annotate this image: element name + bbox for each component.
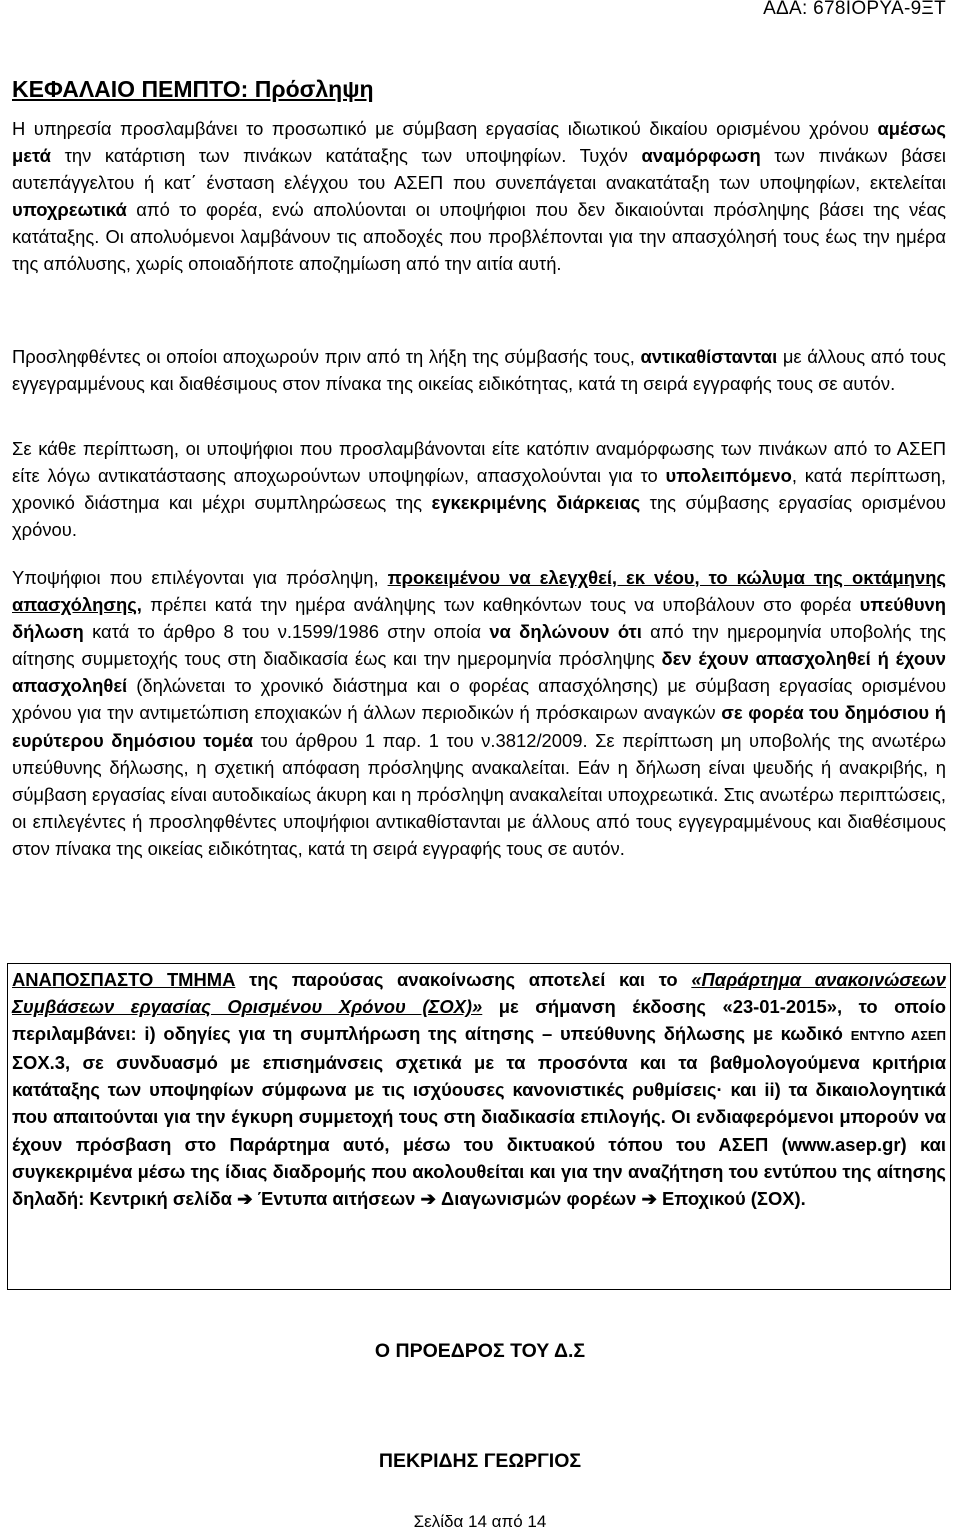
box-text-6: Εποχικού (ΣΟΧ). <box>662 1187 806 1209</box>
arrow-right-icon: ➔ <box>420 1187 436 1209</box>
p2-text-2: με άλλους από τους εγγεγραμμένους και διαθέσιμους στον πίνακα της οικείας ειδικότητας, κατά τη σειρά εγγραφής τους σε αυτόν. <box>12 346 947 395</box>
p4-text-3: κατά το άρθρο 8 του ν.1599/1986 στην οποία <box>83 621 490 643</box>
arrow-right-icon: ➔ <box>237 1187 253 1209</box>
box-form-code: ΕΝΤΥΠΟ ΑΣΕΠ <box>850 1028 946 1044</box>
arrow-right-icon: ➔ <box>641 1187 657 1209</box>
p1-text-3: των πινάκων βάσει αυτεπάγγελτου ή κατ΄ ένσταση ελέγχου του ΑΣΕΠ που συνεπάγεται ανακατάταξη των υποψηφίων, εκτελείται <box>12 145 946 194</box>
p4-text-5: (δηλώνεται το χρονικό διάστημα και ο φορέας απασχόλησης) με σύμβαση εργασίας ορισμένου χρόνου για την αντιμετώπιση εποχιακών ή άλλων περιοδικών ή πρόσκαιρων αναγκών <box>12 675 946 724</box>
box-text-5: Διαγωνισμών φορέων <box>441 1187 637 1209</box>
detachable-section-text <box>12 966 946 1212</box>
p1-bold-3: υποχρεωτικά <box>12 199 127 221</box>
p1-bold-2: αναμόρφωση <box>641 145 761 167</box>
box-text-3: ΣΟΧ.3, σε συνδυασμό με επισημάνσεις σχετικά με τα προσόντα και τα βαθμολογούμενα κριτήρια κατάταξης των υποψηφίων σύμφωνα με τις ισχύουσες κανονιστικές ρυθμίσεις· και ii) τα δικαιολογητικά που απαιτούνται για την έγκυρη συμμετοχή τους στη διαδικασία επιλογής. Οι ενδιαφερόμενοι μπορούν να έχουν πρόσβαση στο Παράρτημα αυτό, μέσω του δικτυακού τόπου του ΑΣΕΠ (www.asep.gr) και συγκεκριμένα μέσω της ίδιας διαδρομής που ακολουθείται και για την αναζήτηση του εντύπου της αίτησης δηλαδή: Κεντρική σελίδα <box>12 1052 946 1209</box>
paragraph-replacement <box>12 343 946 397</box>
p1-text-4: από το φορέα, ενώ απολύονται οι υποψήφιοι που δεν δικαιούνται πρόσληψης βάσει της νέας κατάταξης. Οι απολυόμενοι λαμβάνουν τις αποδοχές που προβλέπονται για την απασχόλησή τους έως την ημέρα της απόλυσης, χωρίς οποιαδήποτε αποζημίωση από την αιτία αυτή. <box>12 199 946 275</box>
p4-bold-4: σε φορέα του δημόσιου ή ευρύτερου δημόσιου τομέα <box>12 702 946 751</box>
p4-text-1: Υποψήφιοι που επιλέγονται για πρόσληψη, <box>12 567 388 588</box>
p4-text-6: του άρθρου 1 παρ. 1 του ν.3812/2009. Σε περίπτωση μη υποβολής της ανωτέρω υπεύθυνης δήλωσης, η σχετική απόφαση πρόσληψης ανακαλείται. Εάν η δήλωση είναι ψευδής ή ανακριβής, η σύμβαση εργασίας είναι αυτοδικαίως άκυρη και η πρόσληψη ανακαλείται υποχρεωτικά. Στις ανωτέρω περιπτώσεις, οι επιλεγέντες ή προσληφθέντες υποψήφιοι αντικαθίστανται με άλλους από τους εγγεγραμμένους και διαθέσιμους στον πίνακα της οικείας ειδικότητας, κατά τη σειρά εγγραφής τους σε αυτόν. <box>12 729 946 859</box>
p4-bold-1: υπεύθυνη δήλωση <box>12 594 946 643</box>
box-underline-heading: ΑΝΑΠΟΣΠΑΣΤΟ ΤΜΗΜΑ <box>12 969 236 990</box>
page-number: Σελίδα 14 από 14 <box>413 1512 547 1531</box>
p4-bold-underline-1: προκειμένου να ελεγχθεί, εκ νέου, το κώλυμα της οκτάμηνης απασχόλησης, <box>12 567 946 616</box>
p1-bold-1: αμέσως μετά <box>12 118 946 167</box>
chapter-title: ΚΕΦΑΛΑΙΟ ΠΕΜΠΤΟ: Πρόσληψη <box>12 76 374 102</box>
p3-bold-2: εγκεκριμένης διάρκειας <box>431 492 641 514</box>
box-annex-title: «Παράρτημα ανακοινώσεων Συμβάσεων εργασίας Ορισμένου Χρόνου (ΣΟΧ)» <box>12 969 946 1018</box>
p2-text-1: Προσληφθέντες οι οποίοι αποχωρούν πριν από τη λήξη της σύμβασής τους, <box>12 346 641 367</box>
paragraph-remaining-duration <box>12 435 946 543</box>
signature-role: Ο ΠΡΟΕΔΡΟΣ ΤΟΥ Δ.Σ <box>374 1340 586 1362</box>
signature-name: ΠΕΚΡΙΔΗΣ ΓΕΩΡΓΙΟΣ <box>378 1450 582 1472</box>
paragraph-hiring-immediate <box>12 115 946 278</box>
p4-bold-2: να δηλώνουν ότι <box>489 621 642 643</box>
paragraph-eight-month-restriction <box>12 564 946 862</box>
p3-bold-1: υπολειπόμενο <box>665 465 792 487</box>
ada-header: ΑΔΑ: 678ΙΟΡΥΑ-9ΞΤ <box>763 0 946 19</box>
p3-text-1: Σε κάθε περίπτωση, οι υποψήφιοι που προσλαμβάνονται είτε κατόπιν αναμόρφωσης των πινάκων από το ΑΣΕΠ είτε λόγω αντικατάστασης αποχωρούντων υποψηφίων, απασχολούνται για το <box>12 438 946 487</box>
p4-bold-3: δεν έχουν απασχοληθεί ή έχουν απασχοληθεί <box>12 648 946 697</box>
p3-text-3: της σύμβασης εργασίας ορισμένου χρόνου. <box>12 492 946 541</box>
p2-bold-1: αντικαθίστανται <box>640 346 778 367</box>
p3-text-2: , κατά περίπτωση, χρονικό διάστημα και μέχρι συμπληρώσεως της <box>12 465 946 514</box>
box-text-2: με σήμανση έκδοσης «23-01-2015», το οποίο περιλαμβάνει: i) οδηγίες για τη συμπλήρωση της αίτησης – υπεύθυνης δήλωσης με κωδικό <box>12 996 946 1045</box>
box-text-1: της παρούσας ανακοίνωσης αποτελεί και το <box>235 969 692 990</box>
p4-text-2: πρέπει κατά την ημέρα ανάληψης των καθηκόντων τους να υποβάλουν στο φορέα <box>141 594 860 616</box>
p1-text-1: Η υπηρεσία προσλαμβάνει το προσωπικό με σύμβαση εργασίας ιδιωτικού δικαίου ορισμένου χρόνου <box>12 118 878 139</box>
p4-text-4: από την ημερομηνία υποβολής της αίτησης συμμετοχής τους στη διαδικασία έως και την ημερομηνία πρόσληψης <box>12 621 946 670</box>
box-text-4: Έντυπα αιτήσεων <box>257 1187 416 1209</box>
p1-text-2: την κατάρτιση των πινάκων κατάταξης των υποψηφίων. Τυχόν <box>50 145 642 167</box>
